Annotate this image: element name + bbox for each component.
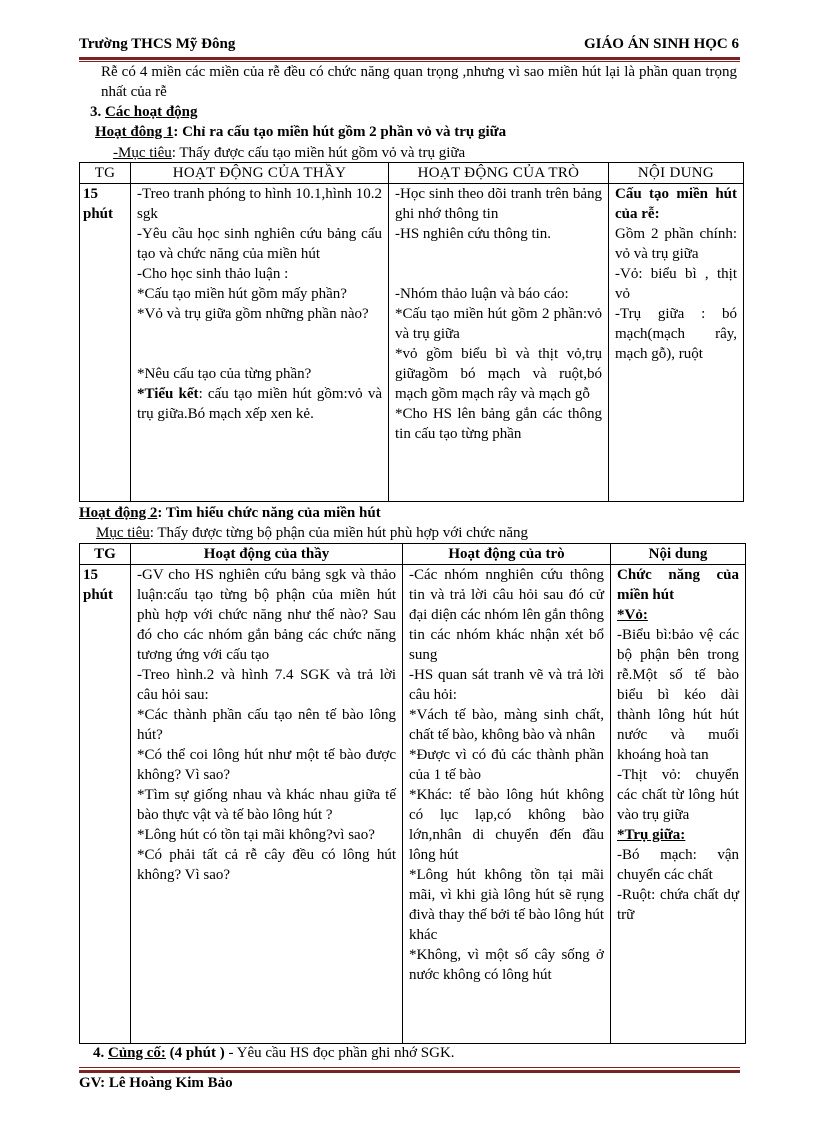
activity-1-objective xyxy=(113,143,775,163)
col-header-tg: TG xyxy=(80,544,131,565)
activity-1-objective-text: : Thấy được cấu tạo miền hút gồm vỏ và trụ giữa xyxy=(171,145,466,161)
consolidation-line xyxy=(93,1043,755,1063)
spacer xyxy=(137,344,382,364)
activity-2-objective-text: : Thấy được từng bộ phận của miền hút phù hợp với chức năng xyxy=(149,525,529,541)
teacher-name: GV: Lê Hoàng Kim Bảo xyxy=(79,1075,233,1091)
student-step: *vỏ gồm biểu bì và thịt vỏ,trụ giữagồm bó mạch và ruột,bó mạch gồm mạch rây và mạch gỗ xyxy=(395,346,602,402)
col-header-student: Hoạt động của trò xyxy=(403,544,611,565)
table-row xyxy=(80,184,744,502)
content-item: -Thịt vỏ: chuyển các chất từ lông hút vào trụ giữa xyxy=(617,767,739,823)
student-step: -HS quan sát tranh vẽ và trả lời câu hỏi: xyxy=(409,667,604,703)
student-step: *Không, vì một số cây sống ở nước không có lông hút xyxy=(409,947,604,983)
teacher-activity-cell xyxy=(131,184,389,502)
student-step: -Các nhóm nnghiên cứu thông tin và trả lời câu hỏi sau đó cử đại diện các nhóm lên gắn thông tin các nhóm khác nhận xét bổ sung xyxy=(409,567,604,663)
time-cell: 15 phút xyxy=(80,184,131,502)
student-step: *Cấu tạo miền hút gồm 2 phần:vỏ và trụ giữa xyxy=(395,306,602,342)
content-subheading-tru-giua: *Trụ giữa: xyxy=(617,827,686,843)
spacer xyxy=(395,264,602,284)
activity-1-objective-label: -Mục tiêu xyxy=(113,145,172,161)
activity-1-label: Hoạt đông 1 xyxy=(95,124,174,140)
teacher-step: -Treo hình.2 và hình 7.4 SGK và trả lời câu hỏi sau: xyxy=(137,667,396,703)
teacher-step: *Lông hút có tồn tại mãi không?vì sao? xyxy=(137,827,375,843)
student-step: *Lông hút không tồn tại mãi mãi, vì khi già lông hút sẽ rụng đivà thay thế bởi tế bào lông hút khác xyxy=(409,867,604,943)
subject-title: GIÁO ÁN SINH HỌC 6 xyxy=(583,36,739,52)
student-step: *Khác: tế bào lông hút không có lục lạp,có không bào lớn,nhân di chuyển đến đầu lông hút xyxy=(409,787,604,863)
activity-2-objective xyxy=(96,523,758,543)
activity-1-title: : Chỉ ra cấu tạo miền hút gồm 2 phần vỏ và trụ giữa xyxy=(173,124,507,140)
intro-paragraph: Rễ có 4 miền các miền của rễ đều có chức năng quan trọng ,nhưng vì sao miền hút lại là phần quan trọng nhất của rễ xyxy=(101,64,737,100)
spacer xyxy=(395,244,602,264)
page-header xyxy=(79,36,739,56)
summary xyxy=(137,384,382,424)
activity-1-heading xyxy=(95,122,757,142)
school-name: Trường THCS Mỹ Đông xyxy=(79,36,236,52)
content-cell xyxy=(609,184,744,502)
activity-2-label: Hoạt động 2 xyxy=(79,505,158,521)
table-header-row xyxy=(80,544,746,565)
summary-label: *Tiểu kết xyxy=(137,386,199,402)
section-3-number: 3. xyxy=(90,104,105,120)
activity-2-objective-label: Mục tiêu xyxy=(96,525,150,541)
content-item: -Trụ giữa : bó mạch(mạch rây, mạch gỗ), ruột xyxy=(615,306,737,362)
content-item: -Biểu bì:bảo vệ các bộ phận bên trong rễ.Một số tế bào biểu bì kéo dài thành lông hút hút nước và muối khoáng hoà tan xyxy=(617,627,739,763)
section-3-title: Các hoạt động xyxy=(105,104,198,120)
footer-rule-thin xyxy=(79,1067,740,1068)
activity-1-table xyxy=(79,162,744,502)
content-item: -Bó mạch: vận chuyển các chất xyxy=(617,847,739,883)
teacher-step: *Có thể coi lông hút như một tế bào được không? Vì sao? xyxy=(137,747,396,783)
student-step: -HS nghiên cứu thông tin. xyxy=(395,226,552,242)
teacher-step: *Nêu cấu tạo của từng phần? xyxy=(137,366,312,382)
activity-2-title: : Tìm hiểu chức năng của miền hút xyxy=(157,505,381,521)
consolidation-text: - Yêu cầu HS đọc phần ghi nhớ SGK. xyxy=(224,1045,455,1061)
section-3-heading xyxy=(90,102,752,122)
student-step: -Nhóm thảo luận và báo cáo: xyxy=(395,286,569,302)
teacher-step: *Vỏ và trụ giữa gồm những phần nào? xyxy=(137,306,369,322)
col-header-content: NỘI DUNG xyxy=(609,163,744,184)
teacher-step: *Cấu tạo miền hút gồm mấy phần? xyxy=(137,286,347,302)
teacher-step: *Có phải tất cả rễ cây đều có lông hút không? Vì sao? xyxy=(137,847,396,883)
col-header-teacher: Hoạt động của thầy xyxy=(131,544,403,565)
table-header-row xyxy=(80,163,744,184)
activity-2-table xyxy=(79,543,746,1044)
col-header-tg: TG xyxy=(80,163,131,184)
student-activity-cell xyxy=(389,184,609,502)
student-step: *Cho HS lên bảng gắn các thông tin cấu tạo từng phần xyxy=(395,406,602,442)
content-subheading-vo: *Vỏ: xyxy=(617,607,648,623)
content-title: Chức năng của miền hút xyxy=(617,567,739,603)
col-header-content: Nội dung xyxy=(611,544,746,565)
activity-2-heading xyxy=(79,503,741,523)
teacher-step: -GV cho HS nghiên cứu bảng sgk và thảo luận:cấu tạo từng bộ phận của miền hút phù hợp với chức năng như thế nào? Sau đó cho các nhóm gắn bảng các chức năng tương ứng với cấu tạo xyxy=(137,567,396,663)
teacher-step: -Treo tranh phóng to hình 10.1,hình 10.2 sgk xyxy=(137,186,382,222)
time-cell: 15 phút xyxy=(80,565,131,1044)
consolidation-label: Củng cố: xyxy=(108,1045,166,1061)
col-header-teacher: HOẠT ĐỘNG CỦA THẦY xyxy=(131,163,389,184)
col-header-student: HOẠT ĐỘNG CỦA TRÒ xyxy=(389,163,609,184)
header-rule xyxy=(79,57,740,60)
spacer xyxy=(137,324,382,344)
teacher-step: *Các thành phần cấu tạo nên tế bào lông hút? xyxy=(137,707,396,743)
summary-text: : cấu tạo miền hút gồm:vỏ và trụ giữa.Bó mạch xếp xen kẻ. xyxy=(137,386,382,422)
teacher-step: -Yêu cầu học sinh nghiên cứu bảng cấu tạo và chức năng của miền hút xyxy=(137,226,382,262)
content-item: Gồm 2 phần chính: vỏ và trụ giữa xyxy=(615,226,737,262)
consolidation-number: 4. xyxy=(93,1045,108,1061)
table-row xyxy=(80,565,746,1044)
teacher-step: -Cho học sinh thảo luận : xyxy=(137,266,289,282)
teacher-step: *Tìm sự giống nhau và khác nhau giữa tế bào thực vật và tế bào lông hút ? xyxy=(137,787,396,823)
content-title: Cấu tạo miền hút của rễ: xyxy=(615,186,737,222)
student-activity-cell xyxy=(403,565,611,1044)
consolidation-time: (4 phút ) xyxy=(165,1045,225,1061)
footer-rule xyxy=(79,1070,740,1073)
content-cell xyxy=(611,565,746,1044)
student-step: -Học sinh theo dõi tranh trên bảng ghi nhớ thông tin xyxy=(395,186,602,222)
content-item: -Vỏ: biểu bì , thịt vỏ xyxy=(615,266,737,302)
content-item: -Ruột: chứa chất dự trữ xyxy=(617,887,739,923)
student-step: *Vách tế bào, màng sinh chất, chất tế bào, không bào và nhân xyxy=(409,707,604,743)
teacher-activity-cell xyxy=(131,565,403,1044)
student-step: *Được vì có đủ các thành phần của 1 tế bào xyxy=(409,747,604,783)
